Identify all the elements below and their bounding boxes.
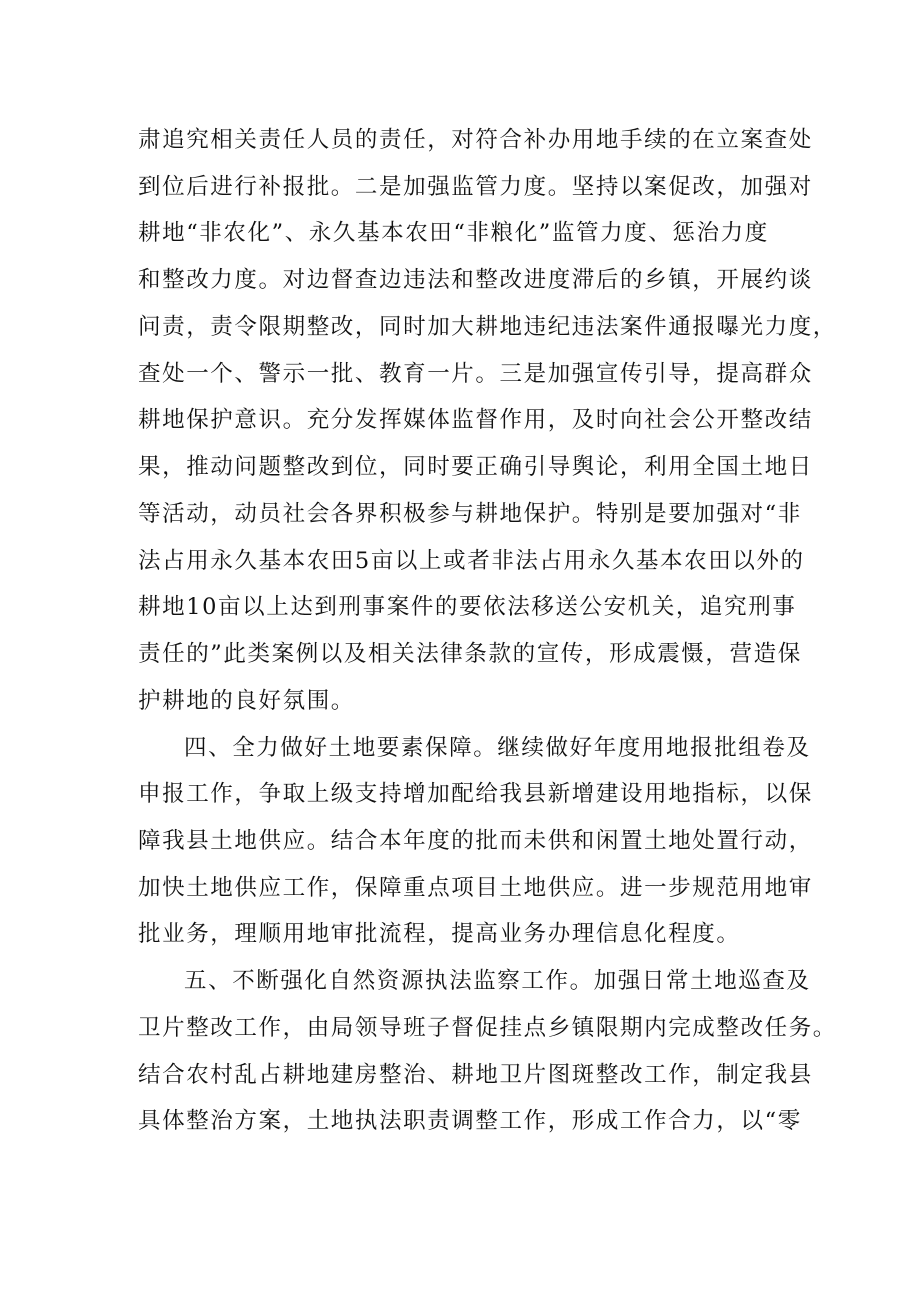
text-line: 结合农村乱占耕地建房整治、耕地卫片图斑整改工作，制定我县	[138, 1062, 813, 1088]
text-line: 等活动，动员社会各界积极参与耕地保护。特别是要加强对“非	[138, 501, 802, 527]
text-line: 法占用永久基本农田5亩以上或者非法占用永久基本农田以外的	[138, 548, 805, 574]
text-line: 护耕地的良好氛围。	[138, 688, 355, 714]
text-line: 查处一个、警示一批、教育一片。三是加强宣传引导，提高群众	[138, 361, 813, 387]
text-line: 耕地10亩以上达到刑事案件的要依法移送公安机关，追究刑事	[138, 594, 797, 620]
text-line: 申报工作，争取上级支持增加配给我县新增建设用地指标，以保	[138, 781, 813, 807]
text-line: 加快土地供应工作，保障重点项目土地供应。进一步规范用地审	[138, 875, 813, 901]
text-line: 耕地“非农化”、永久基本农田“非粮化”监管力度、惩治力度	[138, 220, 769, 246]
text-line: 批业务，理顺用地审批流程，提高业务办理信息化程度。	[138, 921, 741, 947]
text-line: 责任的”此类案例以及相关法律条款的宣传，形成震慑，营造保	[138, 641, 802, 667]
text-line: 和整改力度。对边督查边违法和整改进度滞后的乡镇，开展约谈	[138, 267, 813, 293]
text-line: 耕地保护意识。充分发挥媒体监督作用，及时向社会公开整改结	[138, 407, 813, 433]
text-line: 问责，责令限期整改，同时加大耕地违纪违法案件通报曝光力度，	[138, 314, 837, 340]
text-line: 障我县土地供应。结合本年度的批而未供和闲置土地处置行动，	[138, 828, 813, 854]
text-line: 果，推动问题整改到位，同时要正确引导舆论，利用全国土地日	[138, 454, 813, 480]
paragraph-heading-line: 四、全力做好土地要素保障。继续做好年度用地报批组卷及	[184, 735, 811, 761]
text-line: 到位后进行补报批。二是加强监管力度。坚持以案促改，加强对	[138, 174, 813, 200]
paragraph-heading-line: 五、不断强化自然资源执法监察工作。加强日常土地巡查及	[184, 968, 811, 994]
text-line: 具体整治方案，土地执法职责调整工作，形成工作合力，以“零	[138, 1108, 802, 1134]
text-line: 卫片整改工作，由局领导班子督促挂点乡镇限期内完成整改任务。	[138, 1015, 837, 1041]
text-line: 肃追究相关责任人员的责任，对符合补办用地手续的在立案查处	[138, 127, 813, 153]
